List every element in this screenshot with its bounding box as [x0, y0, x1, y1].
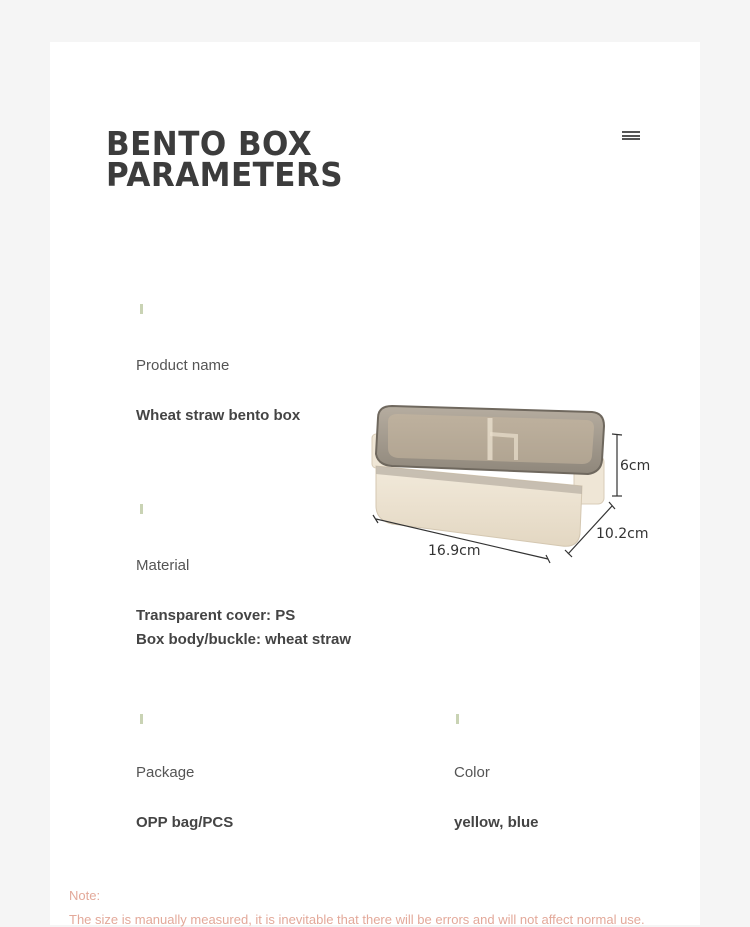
- section-marker: [140, 304, 143, 314]
- color-label: Color: [454, 764, 490, 781]
- material-label: Material: [136, 557, 190, 574]
- material-value-body: Box body/buckle: wheat straw: [136, 631, 352, 648]
- height-dimension: 6cm: [620, 458, 651, 474]
- length-dimension: 16.9cm: [428, 543, 481, 559]
- material-value-cover: Transparent cover: PS: [136, 607, 296, 624]
- page-title: [106, 124, 344, 194]
- hamburger-menu-icon[interactable]: [618, 124, 644, 146]
- material-value: [136, 604, 351, 652]
- product-name-label: Product name: [136, 357, 230, 374]
- package-value: OPP bag/PCS: [136, 814, 234, 831]
- color-value: yellow, blue: [454, 814, 539, 831]
- package-label: Package: [136, 764, 195, 781]
- section-marker: [140, 504, 143, 514]
- page-title-line1: BENTO BOX: [106, 124, 313, 163]
- product-name-value: Wheat straw bento box: [136, 407, 301, 424]
- note-text: The size is manually measured, it is inevitable that there will be errors and will not affect normal use.: [69, 912, 645, 927]
- section-marker: [456, 714, 459, 724]
- depth-dimension: 10.2cm: [596, 526, 649, 542]
- bento-box-illustration: [366, 398, 656, 568]
- note-label: Note:: [69, 888, 101, 903]
- page-title-line2: PARAMETERS: [106, 155, 344, 194]
- section-marker: [140, 714, 143, 724]
